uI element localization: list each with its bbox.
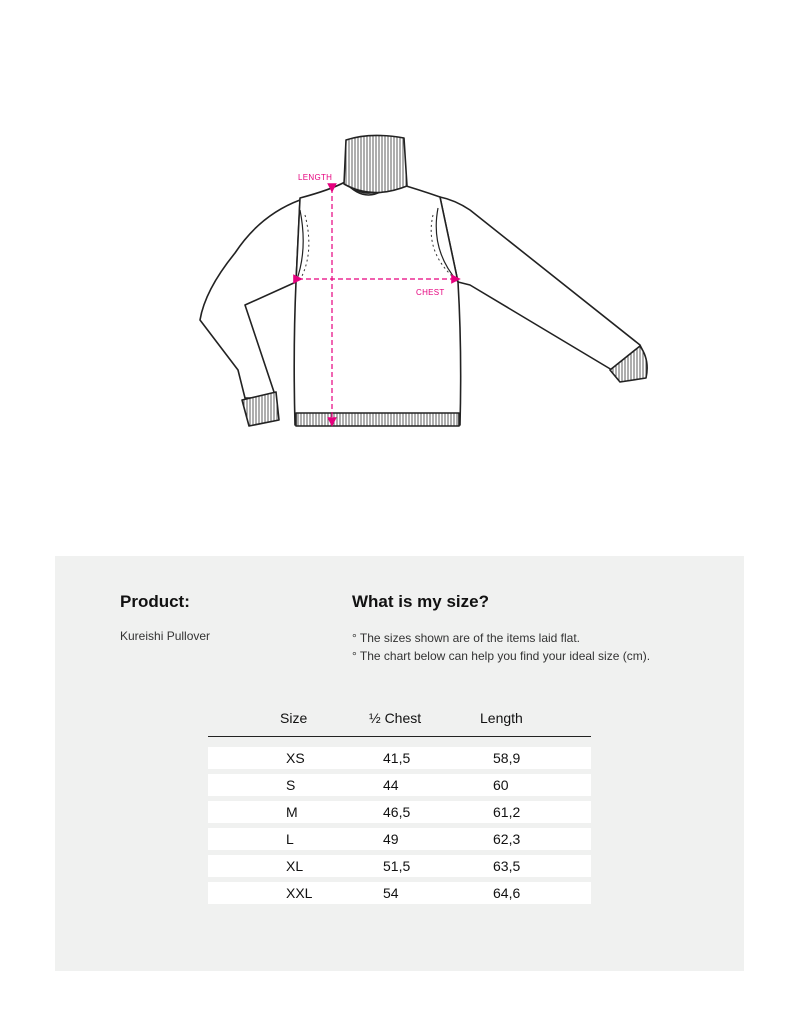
length-cell: 61,2 (493, 804, 521, 820)
size-heading: What is my size? (352, 592, 489, 611)
product-name: Kureishi Pullover (120, 629, 211, 643)
length-cell: 62,3 (493, 831, 521, 847)
sweater-outline (200, 135, 647, 426)
column-header-chest: ½ Chest (369, 710, 422, 726)
size-cell: S (286, 777, 296, 793)
table-row (208, 828, 591, 850)
size-notes (352, 629, 650, 665)
size-cell: XS (286, 750, 305, 766)
size-cell: M (286, 804, 298, 820)
table-header (208, 706, 591, 737)
length-cell: 63,5 (493, 858, 521, 874)
table-row (208, 774, 591, 796)
size-cell: L (286, 831, 294, 847)
length-cell: 58,9 (493, 750, 521, 766)
chest-cell: 51,5 (383, 858, 411, 874)
column-header-length: Length (480, 710, 523, 726)
chest-cell: 41,5 (383, 750, 411, 766)
chest-cell: 46,5 (383, 804, 411, 820)
size-note: ° The sizes shown are of the items laid flat. (352, 631, 581, 645)
product-heading: Product: (120, 592, 190, 611)
chest-label: CHEST (416, 288, 445, 297)
table-row (208, 801, 591, 823)
table-body (208, 747, 591, 904)
column-header-size: Size (280, 710, 308, 726)
chest-cell: 49 (383, 831, 399, 847)
chest-cell: 44 (383, 777, 399, 793)
size-info-panel (55, 556, 744, 971)
size-table (208, 706, 591, 909)
table-row (208, 882, 591, 904)
table-row (208, 855, 591, 877)
length-cell: 60 (493, 777, 509, 793)
chest-cell: 54 (383, 885, 399, 901)
size-cell: XL (286, 858, 304, 874)
size-cell: XXL (286, 885, 313, 901)
table-row (208, 747, 591, 769)
size-note: ° The chart below can help you find your ideal size (cm). (352, 649, 651, 663)
length-cell: 64,6 (493, 885, 521, 901)
length-label: LENGTH (298, 173, 333, 182)
